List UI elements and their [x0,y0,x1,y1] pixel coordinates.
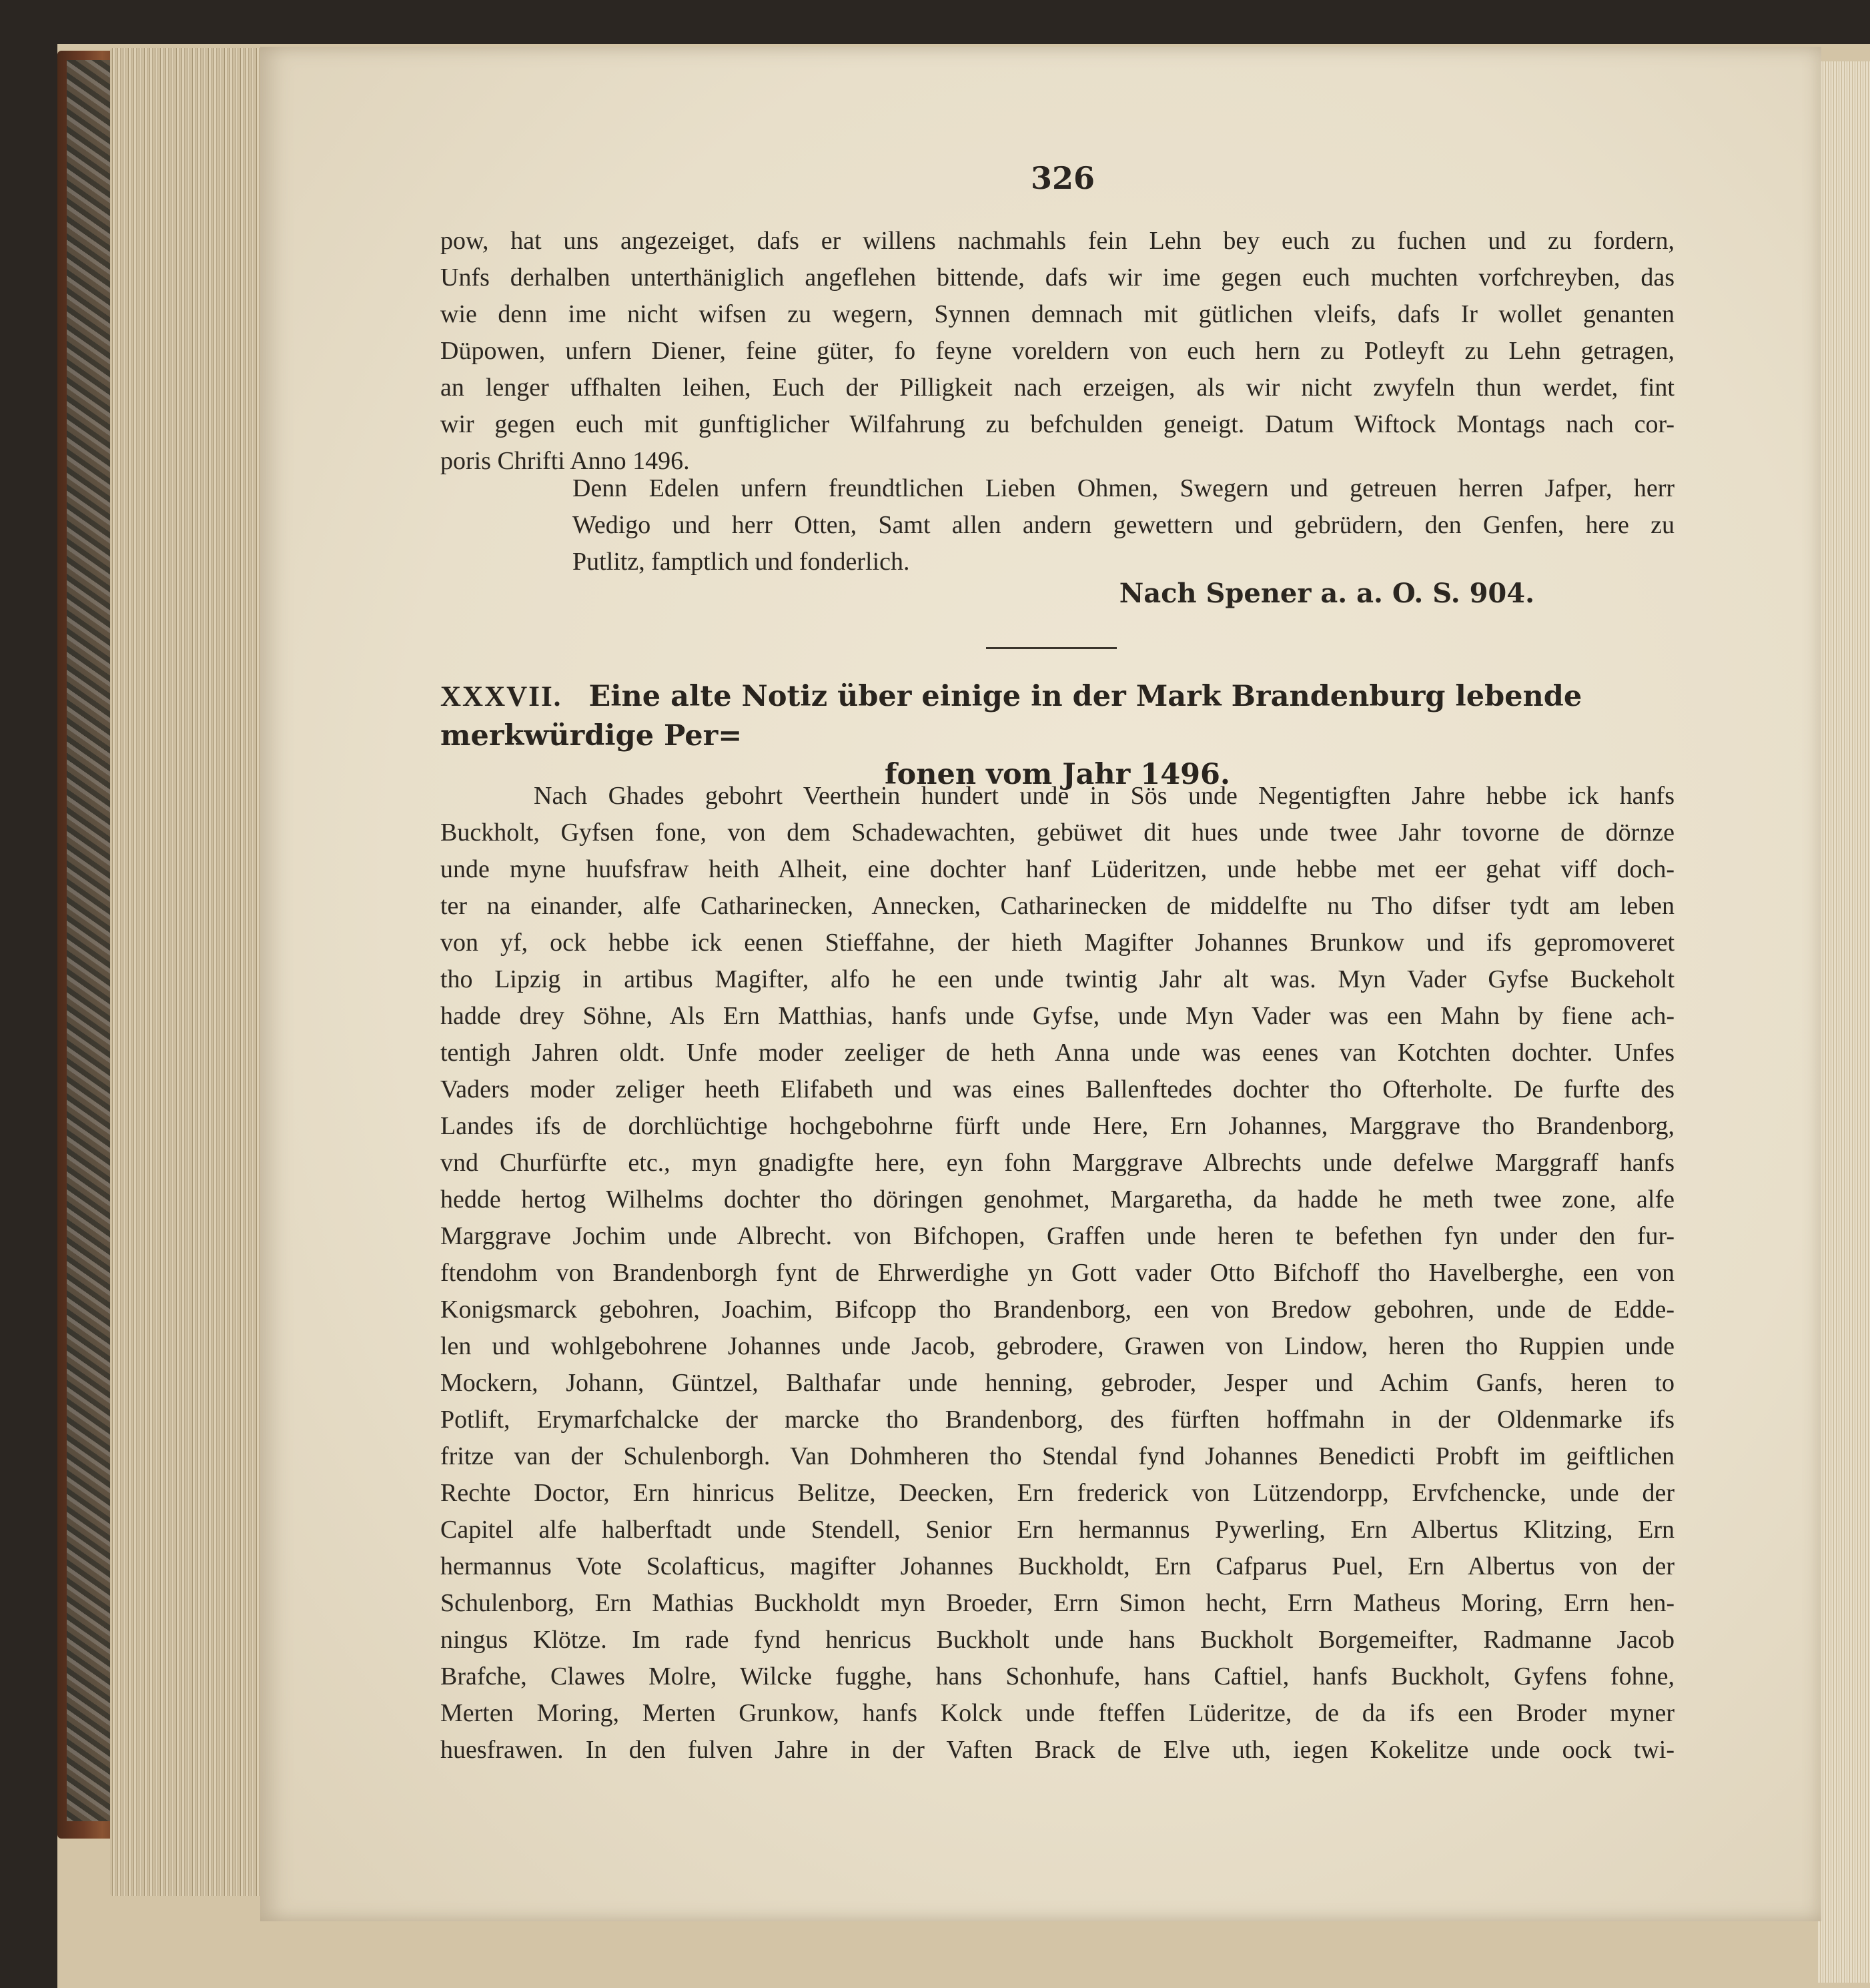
text-line: Landes ifs de dorchlüchtige hochgebohrne fürft unde Here, Ern Johannes, Marggrave tho Brandenborg, [440,1112,1675,1140]
text-line: Rechte Doctor, Ern hinricus Belitze, Deecken, Ern frederick von Lützendorpp, Ervfchencke, unde der [440,1479,1675,1507]
section-body [440,778,1675,1769]
text-line: hedde hertog Wilhelms dochter tho döringen genohmet, Margaretha, da hadde he meth twee zone, alfe [440,1185,1675,1213]
text-line: Capitel alfe halberftadt unde Stendell, Senior Ern hermannus Pywerling, Ern Albertus Klitzing, Ern [440,1516,1675,1544]
left-page-edges [110,48,264,1896]
section-heading [440,677,1675,794]
page-number: 326 [1031,160,1095,196]
text-line: Merten Moring, Merten Grunkow, hanfs Kolck unde fteffen Lüderitze, de da ifs een Broder myner [440,1699,1675,1727]
text-line: Potlift, Erymarfchalcke der marcke tho Brandenborg, des fürften hoffmahn in der Oldenmarke ifs [440,1406,1675,1434]
text-line: Brafche, Clawes Molre, Wilcke fugghe, hans Schonhufe, hans Caftiel, hanfs Buckholt, Gyfens fohne, [440,1662,1675,1690]
text-line: hermannus Vote Scolafticus, magifter Johannes Buckholdt, Ern Cafparus Puel, Ern Albertus von der [440,1552,1675,1580]
text-line: Wedigo und herr Otten, Samt allen andern gewettern und gebrüdern, den Genfen, here zu [572,511,1675,539]
right-page-edges [1818,61,1870,1983]
text-line: Putlitz, famptlich und fonderlich. [572,548,910,576]
section-title-line: Eine alte Notiz über einige in der Mark Brandenburg lebende merkwürdige Per= [440,680,1582,753]
text-line: wir gegen euch mit gunftiglicher Wilfahrung zu befchulden geneigt. Datum Wiftock Montags nach cor- [440,410,1675,438]
section-divider [986,647,1117,649]
text-line: pow, hat uns angezeiget, dafs er willens nachmahls fein Lehn bey euch zu fuchen und zu fordern, [440,227,1675,255]
text-line: Marggrave Jochim unde Albrecht. von Bifchopen, Graffen unde heren te befethen fyn under den fur- [440,1222,1675,1250]
text-line: Vaders moder zeliger heeth Elifabeth und was eines Ballenftedes dochter tho Ofterholte. De furfte des [440,1075,1675,1103]
text-line: tentigh Jahren oldt. Unfe moder zeeliger de heth Anna unde was eenes van Kotchten dochter. Unfes [440,1039,1675,1067]
text-line: von yf, ock hebbe ick eenen Stieffahne, der hieth Magifter Johannes Brunkow und ifs gepromoveret [440,929,1675,957]
text-line: Denn Edelen unfern freundtlichen Lieben Ohmen, Swegern und getreuen herren Jafper, herr [572,474,1675,502]
text-line: Schulenborg, Ern Mathias Buckholdt myn Broeder, Errn Simon hecht, Errn Matheus Moring, Errn hen- [440,1589,1675,1617]
text-line: poris Chrifti Anno 1496. [440,447,690,475]
text-line: Buckholt, Gyfsen fone, von dem Schadewachten, gebüwet dit hues unde twee Jahr tovorne de dörnze [440,819,1675,847]
source-note: Nach Spener a. a. O. S. 904. [1119,578,1534,609]
text-line: huesfrawen. In den fulven Jahre in der Vaften Brack de Elve uth, iegen Kokelitze unde oock twi- [440,1736,1675,1764]
text-line: vnd Churfürfte etc., myn gnadigfte here, eyn fohn Marggrave Albrechts unde defelwe Marggraff hanfs [440,1149,1675,1177]
text-line: ftendohm von Brandenborgh fynt de Ehrwerdighe yn Gott vader Otto Bifchoff tho Havelberghe, een von [440,1259,1675,1287]
letter-continuation [440,223,1675,480]
text-line: Nach Ghades gebohrt Veerthein hundert unde in Sös unde Negentigften Jahre hebbe ick hanfs [534,782,1675,810]
text-line: fritze van der Schulenborgh. Van Dohmheren tho Stendal fynd Johannes Benedicti Probft im geiftlichen [440,1442,1675,1470]
section-title-line: fonen vom Jahr 1496. [885,758,1230,791]
text-line: Düpowen, unfern Diener, feine güter, fo feyne voreldern von euch hern zu Potleyft zu Lehn getragen, [440,337,1675,365]
text-line: hadde drey Söhne, Als Ern Matthias, hanfs unde Gyfse, unde Myn Vader was een Mahn by fiene ach- [440,1002,1675,1030]
text-line: ningus Klötze. Im rade fynd henricus Buckholt unde hans Buckholt Borgemeifter, Radmanne Jacob [440,1626,1675,1654]
text-line: ter na einander, alfe Catharinecken, Annecken, Catharinecken de middelfte nu Tho difser tydt am leben [440,892,1675,920]
text-line: Unfs derhalben unterthäniglich angeflehen bittende, dafs wir ime gegen euch muchten vorfchreyben, das [440,264,1675,292]
text-line: Konigsmarck gebohren, Joachim, Bifcopp tho Brandenborg, een von Bredow gebohren, unde de Edde- [440,1296,1675,1324]
marbled-cover-edge [67,60,113,1821]
text-line: len und wohlgebohrene Johannes unde Jacob, gebrodere, Grawen von Lindow, heren tho Ruppien unde [440,1332,1675,1360]
text-line: tho Lipzig in artibus Magifter, alfo he een unde twintig Jahr alt was. Myn Vader Gyfse Buckeholt [440,965,1675,993]
text-line: unde myne huufsfraw heith Alheit, eine dochter hanf Lüderitzen, unde hebbe met eer gehat viff doch- [440,855,1675,883]
section-number: XXXVII. [440,681,562,712]
text-line: Mockern, Johann, Güntzel, Balthafar unde henning, gebroder, Jesper und Achim Ganfs, heren to [440,1369,1675,1397]
text-line: an lenger uffhalten leihen, Euch der Pilligkeit nach erzeigen, als wir nicht zwyfeln thun werdet, fint [440,374,1675,402]
text-line: wie denn ime nicht wifsen zu wegern, Synnen demnach mit gütlichen vleifs, dafs Ir wollet genanten [440,300,1675,328]
letter-address [572,470,1675,580]
